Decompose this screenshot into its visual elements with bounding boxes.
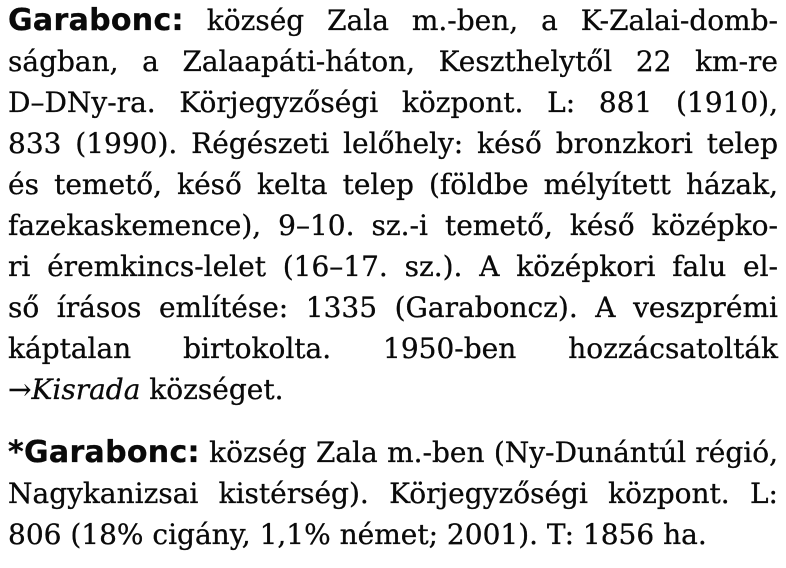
line-text: 806 (18% cigány, 1,1% német; 2001). T: 1856 ha. xyxy=(8,518,707,551)
line-text: 833 (1990). Régészeti lelőhely: késő bronzkori telep xyxy=(8,127,778,160)
entry1-line-2 xyxy=(8,41,778,82)
entry1-line-10 xyxy=(8,369,778,410)
headword-garabonc: Garabonc: xyxy=(8,3,184,38)
line-text: község Zala m.-ben (Ny-Dunántúl régió, xyxy=(199,436,778,469)
entry1-line-4 xyxy=(8,123,778,164)
entry1-line-1 xyxy=(8,0,778,41)
cross-reference-kisrada: Kisrada xyxy=(31,373,141,406)
entry1-line-3 xyxy=(8,82,778,123)
line-text: ső írásos említése: 1335 (Garaboncz). A veszprémi xyxy=(8,291,778,324)
entry1-line-7 xyxy=(8,246,778,287)
cross-reference-arrow-icon: → xyxy=(8,373,32,406)
headword-garabonc-starred: *Garabonc: xyxy=(8,435,200,470)
entry2-line-3 xyxy=(8,514,778,555)
entry1-line-8 xyxy=(8,287,778,328)
line-text: ságban, a Zalaapáti-háton, Keszthelytől 22 km-re xyxy=(8,45,778,78)
entry-garabonc-modern xyxy=(8,432,778,555)
entry1-line-6 xyxy=(8,205,778,246)
entry2-line-1 xyxy=(8,432,778,473)
line-text: és temető, késő kelta telep (földbe mélyített házak, xyxy=(8,168,778,201)
line-text: káptalan birtokolta. 1950-ben hozzácsatolták xyxy=(8,332,778,365)
line-text: ri éremkincs-lelet (16–17. sz.). A középkori falu el- xyxy=(8,250,778,283)
line-text: községet. xyxy=(140,373,284,406)
entry-garabonc-historical xyxy=(8,0,778,410)
line-text: D–DNy-ra. Körjegyzőségi központ. L: 881 (1910), xyxy=(8,86,778,119)
line-text: község Zala m.-ben, a K-Zalai-domb- xyxy=(183,4,778,37)
entry1-line-9 xyxy=(8,328,778,369)
line-text: Nagykanizsai kistérség). Körjegyzőségi központ. L: xyxy=(8,477,778,510)
entry2-line-2 xyxy=(8,473,778,514)
line-text: fazekaskemence), 9–10. sz.-i temető, késő középko- xyxy=(8,209,778,242)
entry1-line-5 xyxy=(8,164,778,205)
